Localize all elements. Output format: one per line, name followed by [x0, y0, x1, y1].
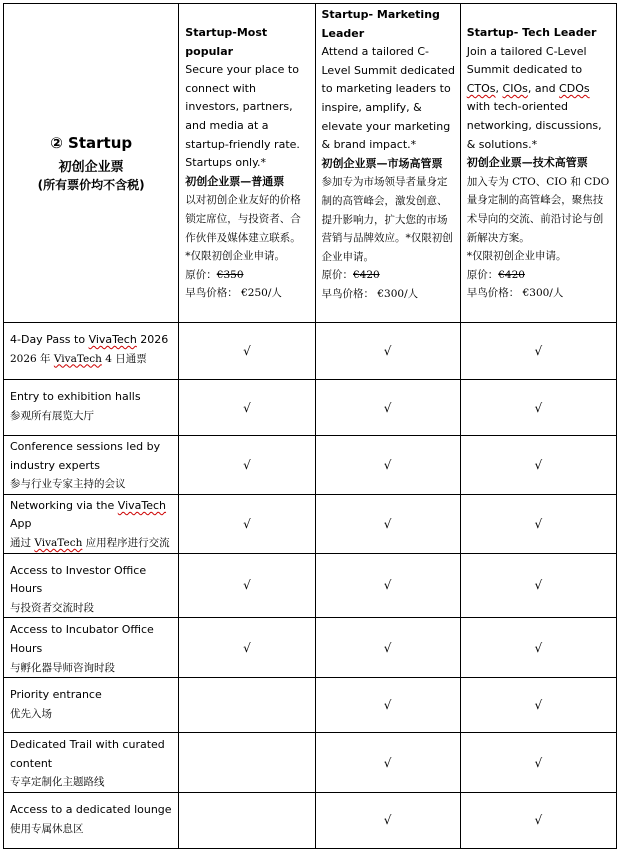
early-price-line: [467, 284, 612, 303]
column-zh-description: 以对初创企业友好的价格锁定席位，与投资者、合作伙伴及媒体建立联系。: [185, 194, 301, 244]
row-label: [4, 553, 179, 618]
row-label-en: Access to a dedicated lounge: [10, 802, 172, 816]
row-label-zh: 与孵化器导师咨询时段: [10, 661, 115, 674]
check-mark: √: [179, 553, 315, 618]
row-label-zh: 使用专属休息区: [10, 822, 84, 835]
row-label-zh: 专享定制化主题路线: [10, 776, 105, 789]
check-mark: √: [315, 323, 460, 380]
section-title: ② Startup: [50, 133, 133, 152]
table-row: [4, 678, 617, 733]
check-mark: √: [179, 436, 315, 495]
row-label-zh: 参与行业专家主持的会议: [10, 478, 126, 491]
check-mark: √: [315, 380, 460, 436]
column-title: Startup- Marketing Leader: [321, 8, 440, 40]
column-zh-description: 参加专为市场领导者量身定制的高管峰会，激发创意、提升影响力，扩大您的市场营销与品牌效应。*仅限初创企业申请。: [321, 176, 453, 263]
check-mark: √: [315, 792, 460, 848]
table-row: [4, 494, 617, 553]
early-price-label: 早鸟价格：: [321, 287, 374, 300]
row-label-zh: 参观所有展览大厅: [10, 409, 94, 422]
check-mark: [179, 733, 315, 793]
check-mark: √: [315, 733, 460, 793]
row-label-en: Priority entrance: [10, 688, 102, 702]
check-mark: √: [460, 436, 616, 495]
check-mark: √: [179, 618, 315, 678]
check-mark: √: [460, 678, 616, 733]
table-row: [4, 380, 617, 436]
row-label: [4, 494, 179, 553]
row-label: [4, 380, 179, 436]
column-header-most-popular: [179, 4, 315, 323]
original-price-label: 原价：: [466, 268, 499, 281]
check-mark: √: [460, 380, 616, 436]
original-price-label: 原价：: [321, 269, 353, 282]
row-label-zh: 优先入场: [10, 707, 52, 720]
column-header-marketing-leader: [315, 4, 460, 323]
original-price-line: [322, 266, 456, 285]
ticket-comparison-table: [3, 3, 617, 849]
original-price-label: 原价：: [185, 268, 217, 281]
check-mark: √: [460, 494, 616, 553]
early-price-line: [185, 284, 310, 303]
row-label: [4, 436, 179, 495]
check-mark: √: [460, 792, 616, 848]
row-label-en: Entry to exhibition halls: [10, 390, 141, 403]
row-label: [4, 678, 179, 733]
column-description: Join a tailored C-Level Summit dedicated to CTOs, CIOs, and CDOs with tech-oriented networking, discussions, & solutions.*: [466, 44, 602, 151]
check-mark: √: [315, 494, 460, 553]
column-description: Attend a tailored C-Level Summit dedicated to marketing leaders to inspire, amplify, & elevate your marketing & brand impact.*: [321, 45, 455, 152]
early-price-label: 早鸟价格：: [185, 287, 238, 300]
early-price: €250/人: [241, 287, 282, 300]
row-label-en: Access to Investor Office Hours: [10, 563, 147, 596]
table-row: [4, 618, 617, 678]
original-price-line: [185, 266, 310, 285]
row-label: [4, 618, 179, 678]
original-price-line: [467, 266, 612, 285]
original-price: €420: [353, 269, 380, 282]
column-zh-note: *仅限初创企业申请。: [466, 250, 567, 263]
check-mark: √: [460, 618, 616, 678]
row-label-zh: 2026 年 VivaTech 4 日通票: [10, 352, 147, 365]
early-price: €300/人: [522, 287, 564, 300]
column-zh-note: *仅限初创企业申请。: [185, 250, 286, 263]
check-mark: √: [315, 678, 460, 733]
header-row: [4, 4, 617, 323]
tax-note: (所有票价均不含税): [37, 177, 145, 192]
early-price-label: 早鸟价格：: [466, 287, 520, 300]
check-mark: √: [460, 323, 616, 380]
original-price: €420: [498, 268, 525, 281]
check-mark: √: [460, 553, 616, 618]
check-mark: √: [315, 436, 460, 495]
column-description: Secure your place to connect with investors, partners, and media at a startup-friendly rate. Startups only.*: [185, 63, 300, 170]
check-mark: √: [179, 494, 315, 553]
row-label: [4, 323, 179, 380]
column-zh-title: 初创企业票—普通票: [185, 174, 285, 188]
check-mark: [179, 792, 315, 848]
corner-cell: [4, 4, 179, 323]
table-row: [4, 553, 617, 618]
row-label-en: Conference sessions led by industry experts: [10, 440, 161, 472]
column-zh-description: 加入专为 CTO、CIO 和 CDO 量身定制的高管峰会，聚焦技术导向的交流、前沿讨论与创新解决方案。: [466, 175, 610, 244]
section-subtitle: 初创企业票: [58, 159, 124, 175]
check-mark: √: [315, 553, 460, 618]
column-zh-title: 初创企业票—技术高管票: [466, 156, 588, 170]
row-label-zh: 通过 VivaTech 应用程序进行交流: [10, 536, 170, 549]
row-label-zh: 与投资者交流时段: [10, 601, 94, 614]
row-label: [4, 733, 179, 793]
row-label-en: Access to Incubator Office Hours: [10, 623, 154, 655]
column-title: Startup-Most popular: [185, 26, 268, 58]
row-label-en: Dedicated Trail with curated content: [10, 738, 165, 770]
column-title: Startup- Tech Leader: [466, 26, 597, 39]
row-label: [4, 792, 179, 848]
check-mark: √: [179, 323, 315, 380]
check-mark: √: [460, 733, 616, 793]
check-mark: √: [315, 618, 460, 678]
table-row: [4, 733, 617, 793]
table-row: [4, 436, 617, 495]
row-label-en: 4-Day Pass to VivaTech 2026: [10, 333, 169, 346]
column-header-tech-leader: [460, 4, 616, 323]
table-row: [4, 323, 617, 380]
check-mark: [179, 678, 315, 733]
table-row: [4, 792, 617, 848]
early-price: €300/人: [377, 287, 419, 300]
original-price: €350: [216, 268, 244, 281]
column-zh-title: 初创企业票—市场高管票: [321, 156, 443, 170]
row-label-en: Networking via the VivaTech App: [10, 498, 167, 531]
early-price-line: [322, 285, 456, 304]
check-mark: √: [179, 380, 315, 436]
